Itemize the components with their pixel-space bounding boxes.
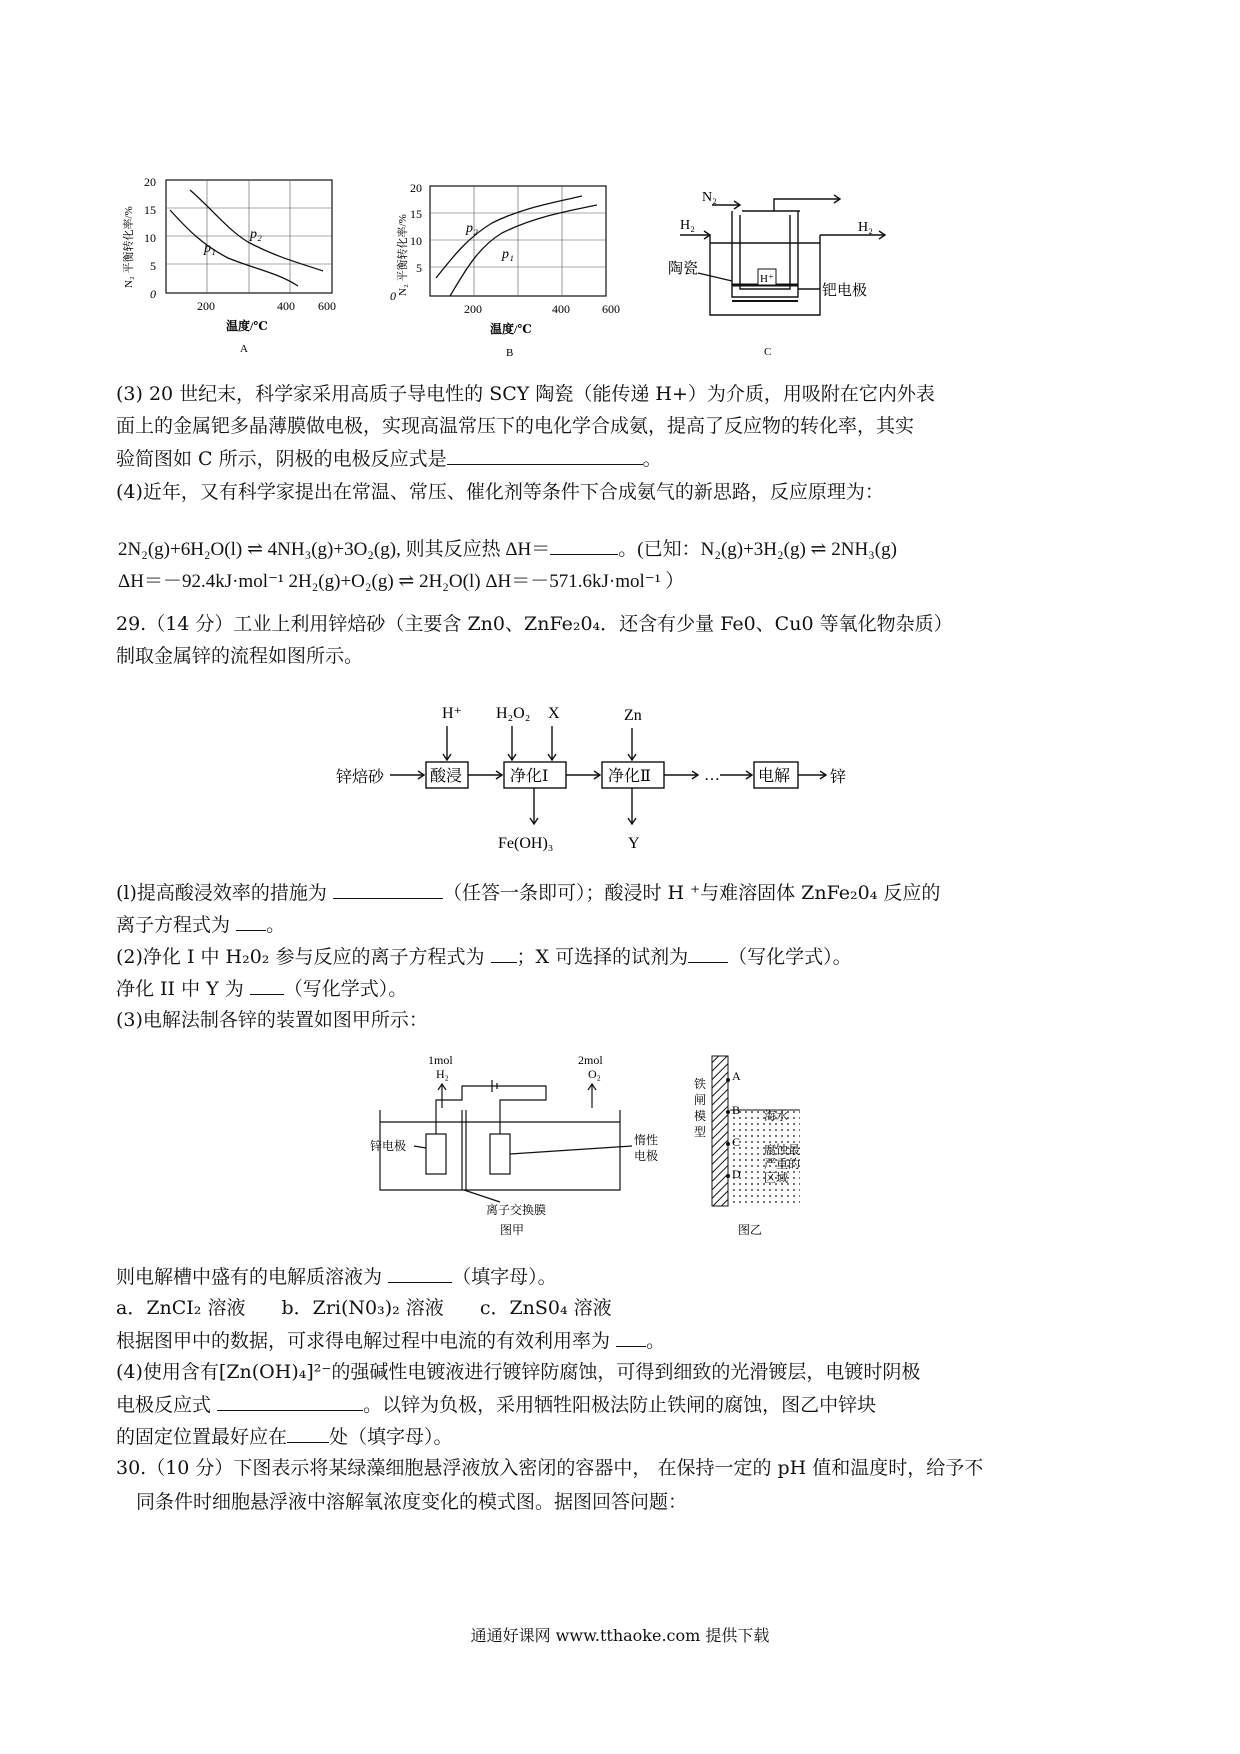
flow-dots: … bbox=[704, 767, 720, 784]
figure-b-ylabel: N₂ 平衡转化率/% bbox=[397, 214, 409, 296]
flow-box3-label: 净化Ⅱ bbox=[608, 768, 651, 785]
q29-p3-line-3 bbox=[116, 1328, 665, 1353]
q29-p4-line-2 bbox=[116, 1392, 876, 1417]
flow-start: 锌焙砂 bbox=[336, 769, 385, 786]
q29-p3-line-1 bbox=[116, 1264, 557, 1289]
q4-answer-blank[interactable] bbox=[550, 536, 618, 555]
q29-p3-blank-2[interactable] bbox=[616, 1328, 646, 1347]
q4-equation-2: ΔH＝－92.4kJ·mol⁻¹ 2H₂(g)+O₂(g) ⇌ 2H₂O(l) ΔH＝－571.6kJ·mol⁻¹ ） bbox=[118, 571, 685, 592]
q29-p2-blank-1[interactable] bbox=[491, 944, 517, 963]
q4-eq1-text: 2N₂(g)+6H₂O(l) ⇌ 4NH₃(g)+3O₂(g), 则其反应热 ΔH＝ bbox=[118, 539, 551, 560]
jia-o2: O₂ bbox=[588, 1067, 601, 1081]
q29-p2-l2-text: 净化 II 中 Y 为 bbox=[116, 978, 244, 1000]
q29-p1-blank-2[interactable] bbox=[236, 912, 266, 931]
figure-c-n2-label: N₂ bbox=[702, 190, 717, 205]
q29-p2-l2-end: （写化学式）。 bbox=[283, 978, 408, 1000]
q29-p4-line-1: (4)使用含有[Zn(OH)₄]²⁻的强碱性电镀液进行镀锌防腐蚀，可得到细致的光滑镀层，电镀时阴极 bbox=[116, 1361, 921, 1383]
yi-corrosion-label-1: 腐蚀最 bbox=[764, 1143, 801, 1157]
figure-b-ytick: 0 bbox=[390, 289, 396, 303]
flow-zn: Zn bbox=[624, 707, 642, 724]
q29-p4-line-3 bbox=[116, 1424, 453, 1449]
figure-a-curve-p1 bbox=[170, 210, 298, 286]
q4-line-1: (4)近年，又有科学家提出在常温、常压、催化剂等条件下合成氨气的新思路，反应原理为： bbox=[116, 481, 884, 503]
figure-c-h2-in-label: H₂ bbox=[680, 218, 695, 233]
figure-a-ytick: 10 bbox=[144, 231, 156, 245]
q29-p4-l2-end: 。以锌为负极，采用牺牲阳极法防止铁闸的腐蚀，图乙中锌块 bbox=[363, 1394, 877, 1416]
yi-point-a: A bbox=[732, 1069, 741, 1083]
jia-h2-amount: 1mol bbox=[428, 1053, 453, 1067]
figure-a-ytick: 0 bbox=[150, 287, 156, 301]
q29-p2-blank-2[interactable] bbox=[688, 944, 728, 963]
q4-eq1-known: 。(已知：N₂(g)+3H₂(g) ⇌ 2NH₃(g) bbox=[618, 539, 897, 560]
flow-out1: Fe(OH)₃ bbox=[498, 835, 554, 852]
q29-p1-text-2: （任答一条即可）；酸浸时 H ⁺与难溶固体 ZnFe₂0₄ 反应的 bbox=[442, 882, 941, 904]
flow-x: X bbox=[548, 705, 560, 722]
q3-line-3 bbox=[116, 446, 662, 471]
yi-corrosion-label-3: 区域 bbox=[764, 1171, 789, 1185]
figure-a-xtick: 600 bbox=[318, 299, 336, 313]
q29-p2-blank-3[interactable] bbox=[250, 976, 284, 995]
jia-h2: H₂ bbox=[436, 1067, 449, 1081]
figure-a-ytick: 5 bbox=[150, 259, 156, 273]
figure-c-ceramic-label: 陶瓷 bbox=[668, 261, 699, 277]
figure-jia-electrolysis bbox=[350, 1050, 680, 1240]
figure-b-ytick: 15 bbox=[410, 207, 422, 221]
q29-p1-line-1 bbox=[116, 880, 940, 905]
figure-a-chart bbox=[118, 170, 358, 360]
jia-membrane: 离子交换膜 bbox=[486, 1203, 547, 1217]
figure-c-caption: C bbox=[764, 346, 772, 358]
option-c[interactable]: c．ZnS0₄ 溶液 bbox=[479, 1297, 612, 1319]
q29-line-1: 29.（14 分）工业上利用锌焙砂（主要含 Zn0、ZnFe₂0₄．还含有少量 Fe0、Cu0 等氧化物杂质） bbox=[116, 613, 953, 635]
figure-b-ytick: 20 bbox=[410, 181, 422, 195]
page-footer: 通通好课网 www.tthaoke.com 提供下载 bbox=[470, 1626, 770, 1645]
figure-a-ylabel: N₂ 平衡转化率/% bbox=[123, 206, 135, 288]
figure-yi-iron-gate bbox=[690, 1050, 810, 1240]
flow-end: 锌 bbox=[830, 769, 847, 786]
figure-b-ytick: 10 bbox=[410, 234, 422, 248]
flow-box4-label: 电解 bbox=[758, 768, 791, 785]
q29-flow-chart bbox=[330, 700, 890, 880]
flow-box2-label: 净化Ⅰ bbox=[510, 768, 549, 785]
yi-gate-label-2: 闸 bbox=[694, 1093, 707, 1107]
option-b[interactable]: b．Zri(N0₃)₂ 溶液 bbox=[281, 1297, 444, 1319]
figure-a-ytick: 15 bbox=[144, 203, 156, 217]
q29-p3-options bbox=[116, 1296, 612, 1320]
yi-caption: 图乙 bbox=[738, 1223, 763, 1237]
q29-p3-l1-text: 则电解槽中盛有的电解质溶液为 bbox=[116, 1266, 383, 1288]
figure-a-p2-label: p₂ bbox=[250, 227, 262, 242]
q4-equation-1 bbox=[118, 534, 897, 561]
q29-p1-l2-end: 。 bbox=[266, 914, 286, 936]
figure-b-chart bbox=[392, 178, 642, 368]
q29-p3-l3-text: 根据图甲中的数据，可求得电解过程中电流的有效利用率为 bbox=[116, 1330, 611, 1352]
yi-point-b: B bbox=[732, 1103, 741, 1117]
figure-b-curve-p1 bbox=[450, 205, 597, 296]
jia-caption: 图甲 bbox=[500, 1223, 525, 1237]
figure-b-p1-label: p₁ bbox=[502, 247, 514, 262]
q29-p4-blank-2[interactable] bbox=[287, 1424, 329, 1443]
q29-p3-l3-end: 。 bbox=[646, 1330, 666, 1352]
flow-box1-label: 酸浸 bbox=[430, 768, 463, 785]
q29-p2-text-3: （写化学式）。 bbox=[728, 946, 852, 968]
figure-b-caption: B bbox=[506, 347, 514, 359]
figure-b-curve-p2 bbox=[436, 196, 582, 278]
q29-p3-l1-end: （填字母）。 bbox=[452, 1266, 557, 1288]
figure-b-xtick: 400 bbox=[552, 302, 570, 316]
figure-c-hplus-label: H⁺ bbox=[760, 273, 774, 285]
q29-p4-l3-text: 的固定位置最好应在 bbox=[116, 1426, 288, 1448]
figure-b-p2-label: p₂ bbox=[466, 221, 478, 236]
q29-p2-line-1 bbox=[116, 944, 852, 969]
q3-line-1: (3) 20 世纪末，科学家采用高质子导电性的 SCY 陶瓷（能传递 H+）为介质，用吸附在它内外表 bbox=[116, 383, 935, 405]
figure-a-xtick: 200 bbox=[197, 299, 215, 313]
q3-line-2: 面上的金属钯多晶薄膜做电极，实现高温常压下的电化学合成氨，提高了反应物的转化率，其实 bbox=[116, 415, 915, 437]
q29-p2-text: (2)净化 I 中 H₂0₂ 参与反应的离子方程式为 bbox=[116, 946, 485, 968]
q29-p3-line: (3)电解法制各锌的装置如图甲所示： bbox=[116, 1009, 428, 1031]
flow-hplus: H⁺ bbox=[442, 705, 462, 722]
figure-c-electrode-label: 钯电极 bbox=[822, 283, 868, 299]
q29-p4-blank-1[interactable] bbox=[217, 1392, 363, 1411]
figure-a-ytick: 20 bbox=[144, 175, 156, 189]
yi-corrosion-label-2: 严重的 bbox=[764, 1157, 801, 1171]
jia-zn-electrode: 锌电极 bbox=[370, 1139, 407, 1153]
flow-h2o2: H₂O₂ bbox=[496, 705, 531, 722]
yi-gate-label-4: 型 bbox=[694, 1125, 707, 1139]
q29-p4-l3-end: 处（填字母）。 bbox=[329, 1426, 453, 1448]
figure-b-xtick: 200 bbox=[464, 302, 482, 316]
figure-a-caption: A bbox=[240, 343, 248, 355]
q30-line-2: 同条件时细胞悬浮液中溶解氧浓度变化的模式图。据图回答问题： bbox=[136, 1491, 688, 1513]
yi-sea-label: 海水 bbox=[764, 1109, 789, 1123]
q3-answer-blank[interactable] bbox=[447, 446, 643, 465]
option-a[interactable]: a．ZnCI₂ 溶液 bbox=[116, 1297, 246, 1319]
figure-b-xtick: 600 bbox=[602, 302, 620, 316]
figure-a-xlabel: 温度/℃ bbox=[226, 319, 268, 333]
flow-out2: Y bbox=[628, 835, 640, 852]
figure-c-h2-out-label: H₂ bbox=[858, 220, 873, 235]
q29-line-2: 制取金属锌的流程如图所示。 bbox=[116, 645, 364, 667]
yi-point-c: C bbox=[732, 1135, 741, 1149]
q29-p2-line-2 bbox=[116, 976, 407, 1001]
figure-b-ytick: 5 bbox=[416, 261, 422, 275]
figure-c-apparatus bbox=[670, 185, 900, 360]
yi-gate-label-3: 模 bbox=[694, 1109, 707, 1123]
q30-line-1: 30.（10 分）下图表示将某绿藻细胞悬浮液放入密闭的容器中， 在保持一定的 pH 值和温度时，给予不 bbox=[116, 1457, 984, 1479]
yi-gate-label-1: 铁 bbox=[694, 1077, 707, 1091]
jia-o2-amount: 2mol bbox=[578, 1053, 603, 1067]
q29-p4-l2-text: 电极反应式 bbox=[116, 1394, 212, 1416]
jia-inert-electrode-2: 电极 bbox=[634, 1149, 659, 1163]
figure-b-xlabel: 温度/℃ bbox=[490, 322, 532, 336]
jia-inert-electrode-1: 惰性 bbox=[634, 1133, 659, 1147]
q29-p2-text-2: ；X 可选择的试剂为 bbox=[516, 946, 689, 968]
q3-line-3-text: 验简图如 C 所示，阴极的电极反应式是 bbox=[116, 448, 447, 470]
figure-a-xtick: 400 bbox=[277, 299, 295, 313]
q29-p1-blank-1[interactable] bbox=[333, 880, 443, 899]
figure-a-p1-label: p₁ bbox=[204, 241, 216, 256]
yi-point-d: D bbox=[732, 1167, 741, 1181]
q29-p1-text: (l)提高酸浸效率的措施为 bbox=[116, 882, 327, 904]
q29-p3-blank-1[interactable] bbox=[388, 1264, 452, 1283]
q29-p1-l2-text: 离子方程式为 bbox=[116, 914, 231, 936]
q3-line-3-end: 。 bbox=[642, 448, 662, 470]
q29-p1-line-2 bbox=[116, 912, 285, 937]
